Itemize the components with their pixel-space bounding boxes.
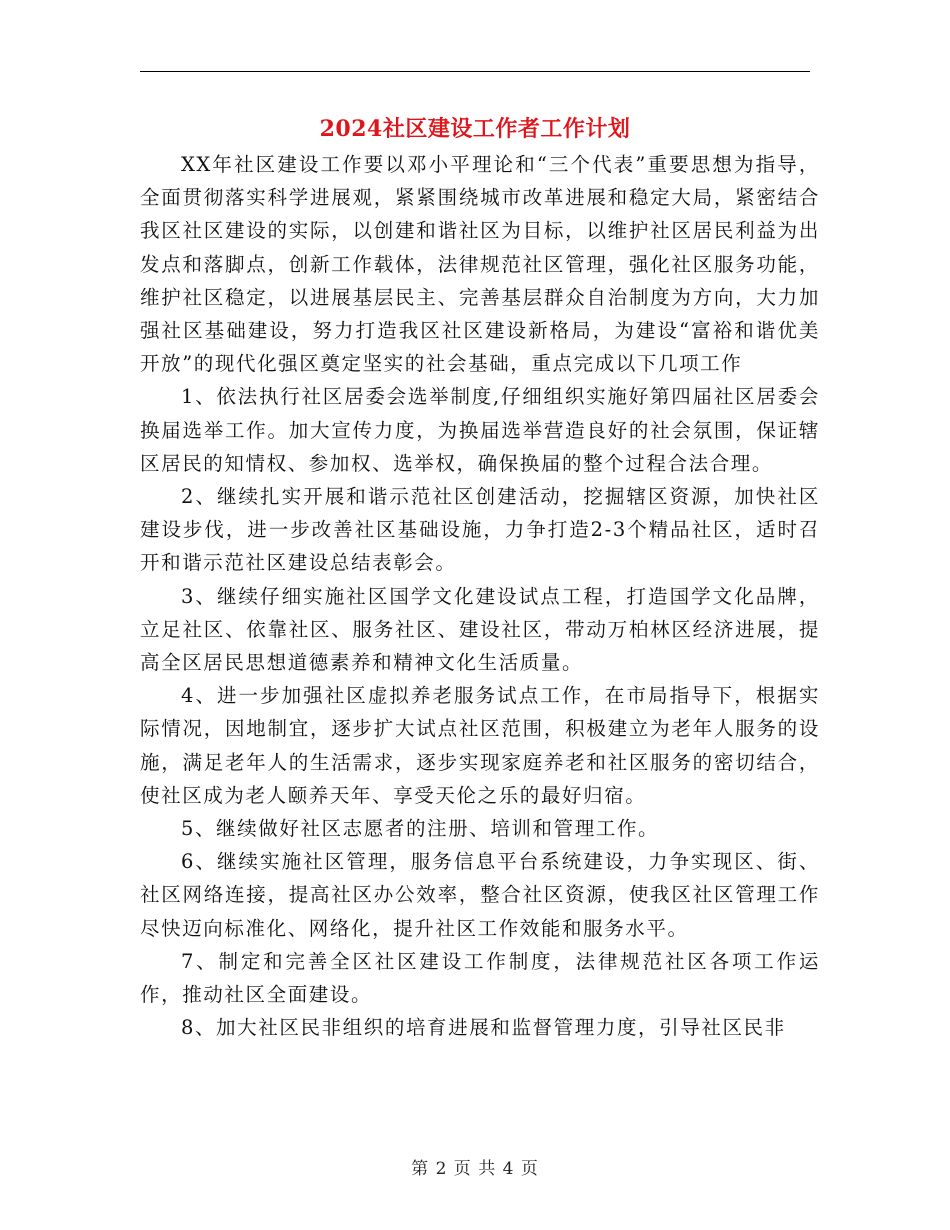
paragraph-item-4: 4、进一步加强社区虚拟养老服务试点工作，在市局指导下，根据实际情况，因地制宜，逐步扩大试点社区范围，积极建立为老年人服务的设施，满足老年人的生活需求，逐步实现家庭养老和社区服务的密切结合，使社区成为老人颐养天年、享受天伦之乐的最好归宿。 — [140, 684, 820, 807]
document-body — [140, 148, 820, 1044]
paragraph-item-5: 5、继续做好社区志愿者的注册、培训和管理工作。 — [180, 817, 660, 841]
paragraph-item-3: 3、继续仔细实施社区国学文化建设试点工程，打造国学文化品牌，立足社区、依靠社区、服务社区、建设社区，带动万柏林区经济进展，提高全区居民思想道德素养和精神文化生活质量。 — [140, 584, 820, 675]
paragraph-item-1: 1、依法执行社区居委会选举制度,仔细组织实施好第四届社区居委会换届选举工作。加大宣传力度，为换届选举营造良好的社会氛围，保证辖区居民的知情权、参加权、选举权，确保换届的整个过程合法合理。 — [140, 385, 820, 475]
paragraph-item-7: 7、制定和完善全区社区建设工作制度，法律规范社区各项工作运作，推动社区全面建设。 — [140, 949, 820, 1007]
document-title: 2024社区建设工作者工作计划 — [319, 116, 631, 142]
paragraph-intro: XX年社区建设工作要以邓小平理论和“三个代表”重要思想为指导，全面贯彻落实科学进展观，紧紧围绕城市改革进展和稳定大局，紧密结合我区社区建设的实际，以创建和谐社区为目标，以维护社区居民利益为出发点和落脚点，创新工作载体，法律规范社区管理，强化社区服务功能，维护社区稳定，以进展基层民主、完善基层群众自治制度为方向，大力加强社区基础建设，努力打造我区社区建设新格局，为建设“富裕和谐优美开放”的现代化强区奠定坚实的社会基础，重点完成以下几项工作 — [140, 153, 820, 376]
paragraph-item-2: 2、继续扎实开展和谐示范社区创建活动，挖掘辖区资源，加快社区建设步伐，进一步改善社区基础设施，力争打造2-3个精品社区，适时召开和谐示范社区建设总结表彰会。 — [140, 485, 820, 575]
paragraph-item-8: 8、加大社区民非组织的培育进展和监督管理力度，引导社区民非 — [180, 1016, 786, 1040]
paragraph-item-6: 6、继续实施社区管理，服务信息平台系统建设，力争实现区、街、社区网络连接，提高社区办公效率，整合社区资源，使我区社区管理工作尽快迈向标准化、网络化，提升社区工作效能和服务水平。 — [140, 850, 820, 940]
page-number-footer: 第 2 页 共 4 页 — [411, 1159, 539, 1179]
header-rule — [140, 71, 810, 72]
